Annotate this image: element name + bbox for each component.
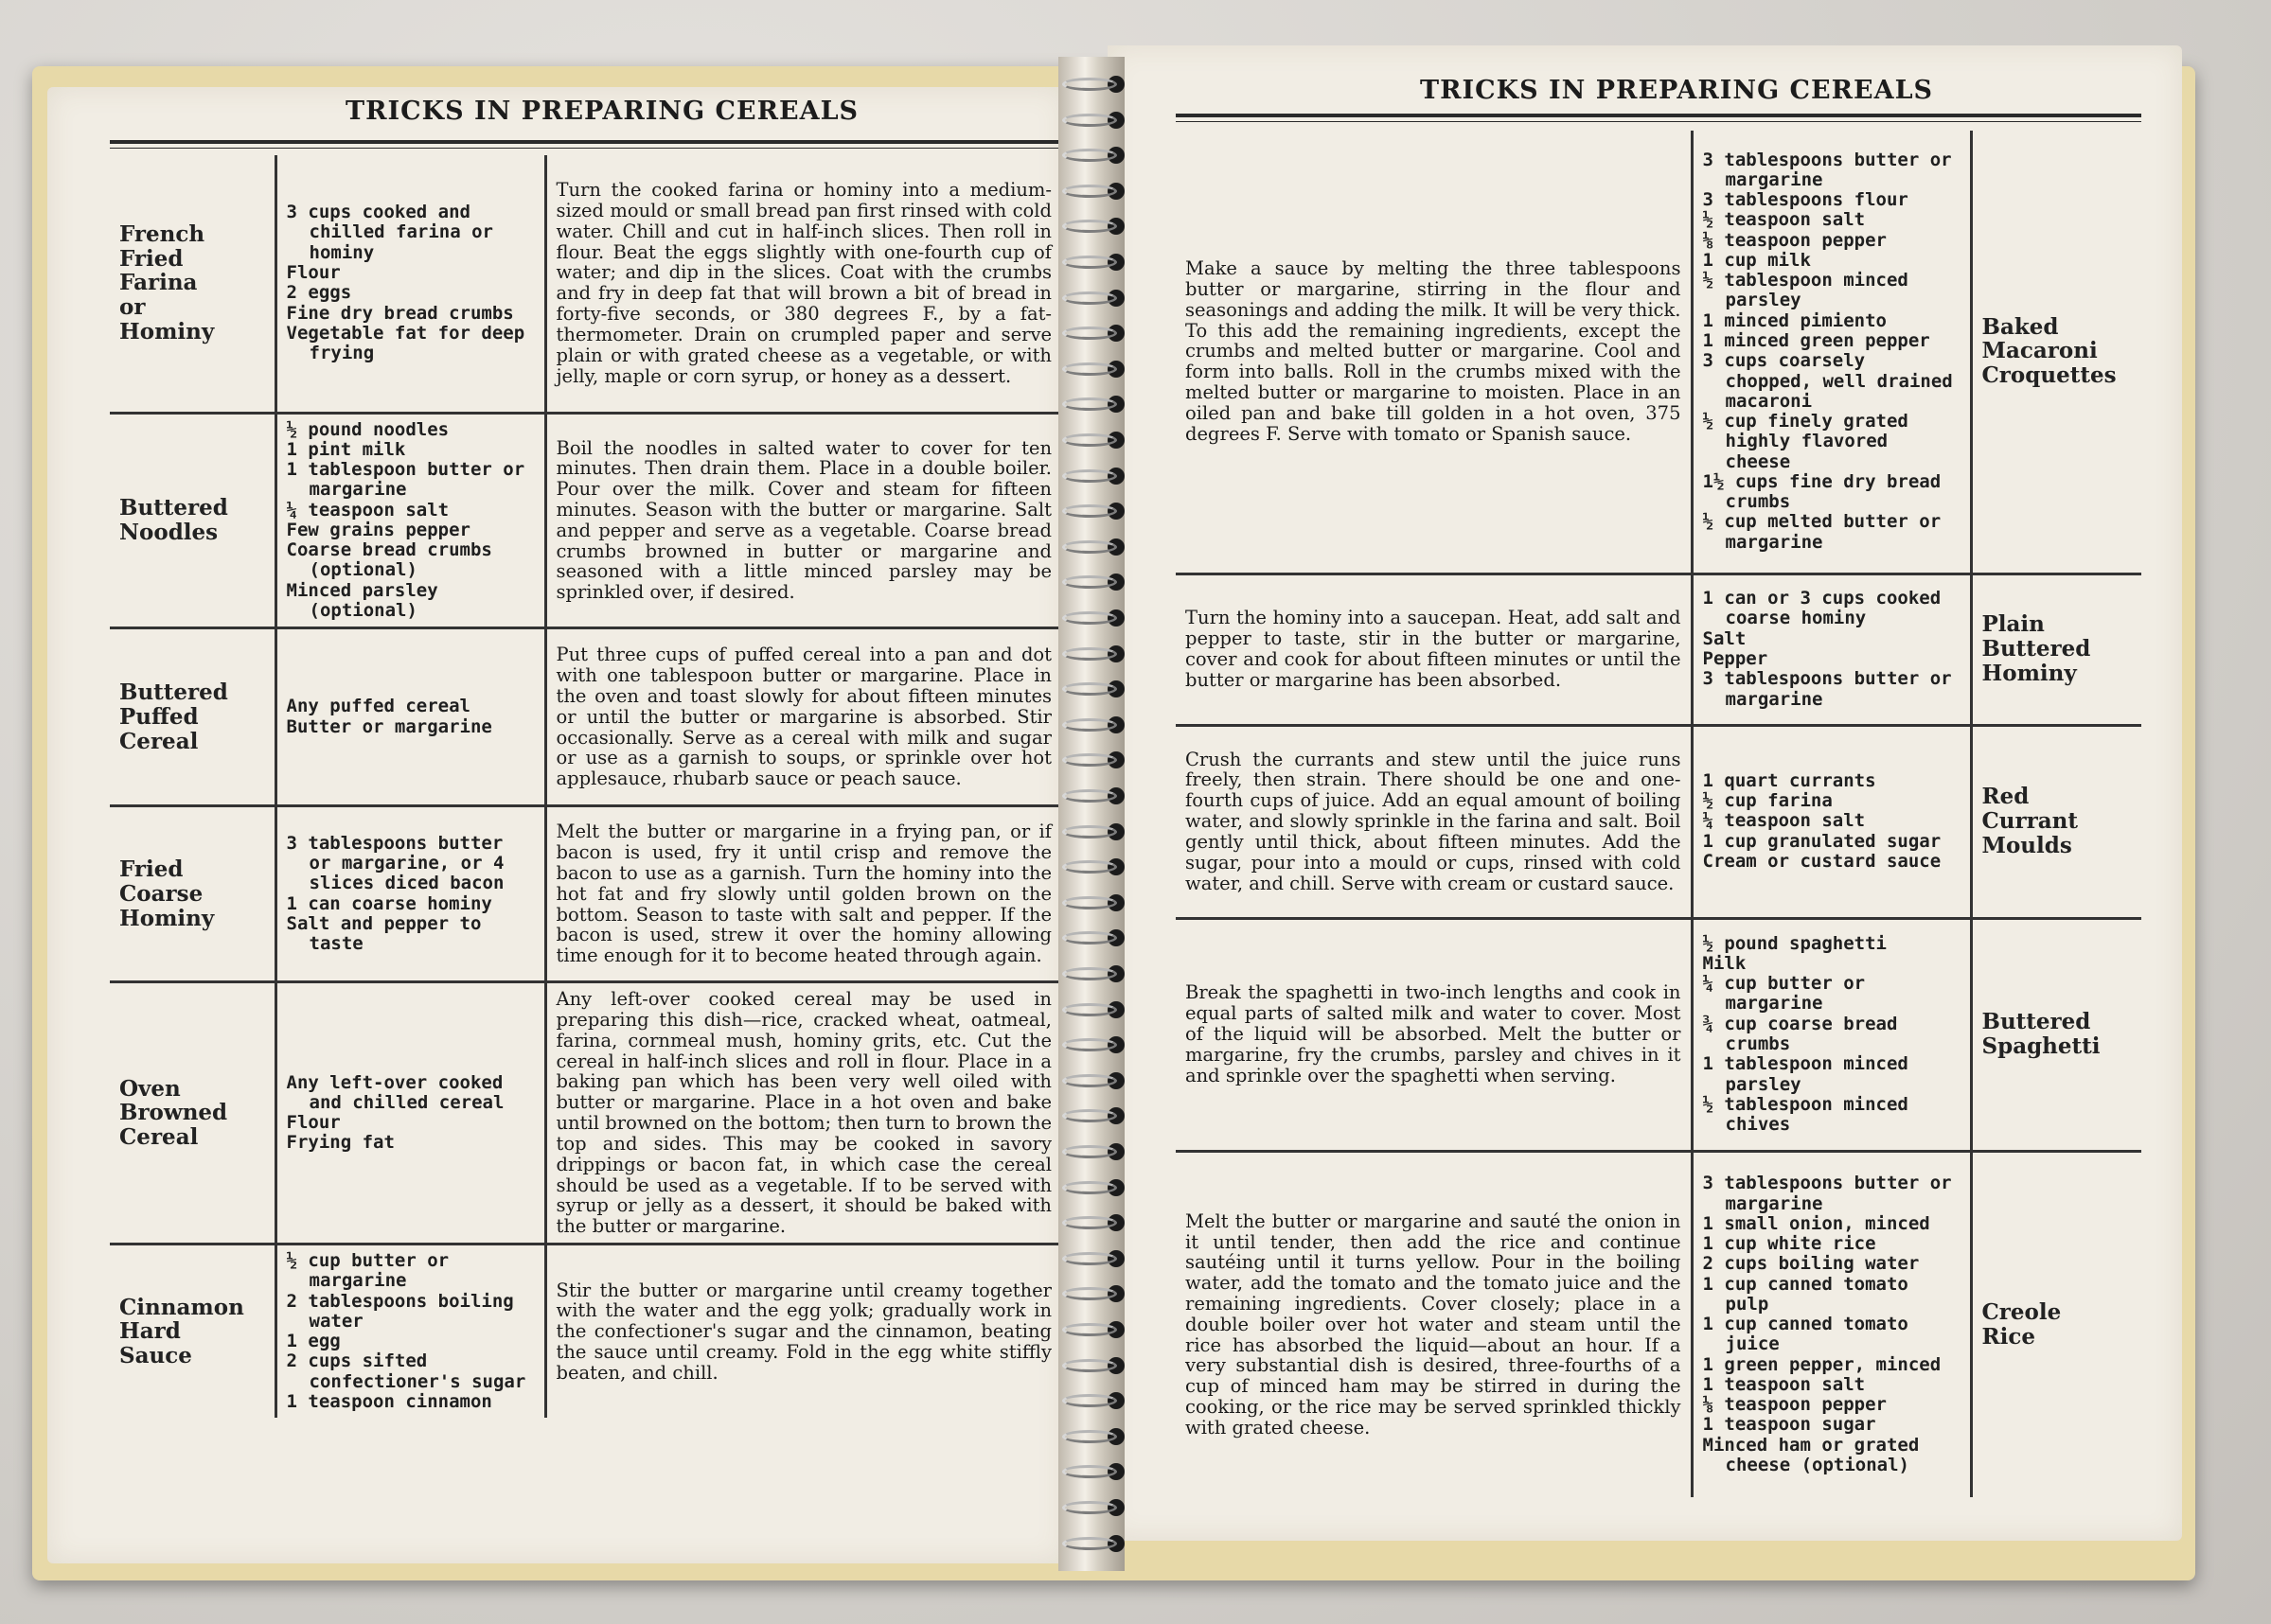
binding-coil — [1062, 216, 1125, 237]
coil-wire — [1062, 789, 1117, 803]
recipe-name-line: Buttered — [1981, 1009, 2091, 1035]
recipe-name-line: Moulds — [1981, 832, 2072, 858]
ingredient-item: ½ cup farina — [1702, 790, 1833, 812]
ingredient-item: 3 tablespoons butter or margarine — [1702, 149, 1952, 190]
recipe-row — [110, 628, 1061, 806]
recipe-name — [1971, 918, 2141, 1151]
binding-coil — [1062, 999, 1125, 1020]
recipe-name — [1971, 1151, 2141, 1497]
recipe-name — [110, 628, 275, 806]
ingredient-item: 1 pint milk — [286, 438, 406, 460]
binding-coil — [1062, 892, 1125, 913]
recipe-row — [1176, 131, 2141, 574]
recipe-name — [1971, 725, 2141, 918]
recipe-name — [110, 982, 275, 1244]
coil-wire — [1062, 1537, 1117, 1550]
ingredient-item: Frying fat — [286, 1132, 395, 1154]
binding-coil — [1062, 1283, 1125, 1304]
recipe-name-line: Hominy — [119, 318, 215, 344]
recipe-row — [110, 982, 1061, 1244]
recipe-name-line: Buttered — [1981, 636, 2091, 662]
binding-coil — [1062, 323, 1125, 344]
ingredient-item: Any left-over cooked and chilled cereal — [286, 1071, 505, 1113]
left-page-title: TRICKS IN PREPARING CEREALS — [346, 97, 860, 126]
recipe-ingredients — [1692, 131, 1971, 574]
binding-coil — [1062, 1248, 1125, 1269]
recipe-name-line: Plain — [1981, 611, 2045, 638]
ingredient-item: 1 tablespoon butter or margarine — [286, 459, 525, 501]
coil-wire — [1062, 185, 1117, 198]
ingredient-item: 1 teaspoon cinnamon — [286, 1390, 492, 1412]
recipe-name-line: Red — [1981, 784, 2030, 810]
ingredient-item: 1 cup granulated sugar — [1702, 830, 1942, 852]
recipe-row — [110, 155, 1061, 413]
binding-coil — [1062, 786, 1125, 806]
left-page — [47, 87, 1065, 1563]
binding-coil — [1062, 74, 1125, 95]
ingredient-item: Cream or custard sauce — [1702, 850, 1942, 872]
right-page-title: TRICKS IN PREPARING CEREALS — [1420, 76, 1934, 105]
binding-coil — [1062, 501, 1125, 521]
binding-coil — [1062, 1533, 1125, 1554]
ingredient-item: 1 minced green pepper — [1702, 329, 1930, 351]
ingredient-item: 1 cup canned tomato pulp — [1702, 1273, 1908, 1315]
binding-coil — [1062, 1461, 1125, 1482]
binding-coil — [1062, 572, 1125, 592]
ingredient-item: ½ cup finely grated highly flavored cheese — [1702, 411, 1908, 472]
coil-wire — [1062, 1501, 1117, 1514]
coil-wire — [1062, 114, 1117, 127]
recipe-ingredients — [275, 628, 545, 806]
recipe-name-line: Puffed — [119, 703, 199, 730]
binding-coil — [1062, 394, 1125, 415]
ingredient-item: 1 small onion, minced — [1702, 1212, 1930, 1234]
coil-wire — [1062, 1074, 1117, 1087]
ingredient-item: 1 quart currants — [1702, 769, 1876, 791]
ingredient-item: ¼ teaspoon salt — [286, 499, 450, 521]
recipe-row — [110, 1244, 1061, 1419]
recipe-name-line: French — [119, 221, 205, 247]
binding-coil — [1062, 537, 1125, 557]
title-rule — [110, 140, 1061, 144]
ingredient-item: ⅛ teaspoon pepper — [1702, 1394, 1887, 1416]
ingredient-item: Vegetable fat for deep frying — [286, 322, 525, 364]
ingredient-item: ½ pound noodles — [286, 418, 450, 440]
recipe-method: Stir the butter or margarine until creamy together with the water and the egg yolk; gradually work in the confectioner's sugar and the cinnamon, beating the sauce until creamy. Fold in the egg white stiffly beaten, and chill. — [556, 1279, 1052, 1384]
binding-coil — [1062, 1141, 1125, 1162]
title-rule-thin — [1176, 121, 2141, 122]
ingredient-item: Minced parsley (optional) — [286, 579, 438, 621]
binding-coil — [1062, 466, 1125, 486]
coil-wire — [1062, 291, 1117, 305]
recipe-ingredients — [275, 413, 545, 628]
ingredient-item: 1 teaspoon sugar — [1702, 1414, 1876, 1436]
recipe-name — [110, 413, 275, 628]
left-recipe-table — [110, 155, 1061, 1418]
ingredient-item: Fine dry bread crumbs — [286, 302, 514, 324]
ingredient-item: 3 tablespoons butter or margarine — [1702, 1173, 1952, 1214]
binding-coil — [1062, 1177, 1125, 1198]
ingredient-item: ¼ teaspoon salt — [1702, 810, 1866, 832]
recipe-name-line: Currant — [1981, 808, 2079, 835]
ingredient-item: 1 can coarse hominy — [286, 892, 492, 914]
ingredient-item: ⅛ teaspoon pepper — [1702, 229, 1887, 251]
recipe-name-line: Browned — [119, 1100, 228, 1126]
coil-wire — [1062, 825, 1117, 838]
recipe-name-line: Cereal — [119, 728, 199, 754]
recipe-method: Any left-over cooked cereal may be used in preparing this dish—rice, cracked wheat, oatmeal, farina, cornmeal mush, hominy grits, etc. Cut the cereal in half-inch slices and roll in flour. Place in a baking pan which has been very well oiled with butter or margarine. Place in a hot oven and bake until browned on the bottom; then turn to brown the top and sides. This may be cooked in savory drippings or bacon fat, in which case the cereal should be used as a vegetable. If to be served with syrup or jelly as a dessert, it should be baked with the butter or margarine. — [545, 982, 1061, 1244]
title-rule — [1176, 114, 2141, 117]
recipe-method: Boil the noodles in salted water to cover for ten minutes. Then drain them. Place in a double boiler. Pour over the milk. Cover and steam for fifteen minutes. Season with the butter or margarine. Salt and pepper and serve as a vegetable. Coarse bread crumbs browned in butter or margarine and seasoned with a little minced parsley may be sprinkled over, if desired. — [545, 413, 1061, 628]
recipe-name-line: Baked — [1981, 313, 2059, 340]
binding-coil — [1062, 679, 1125, 699]
binding-coil — [1062, 856, 1125, 877]
binding-coil — [1062, 1070, 1125, 1091]
ingredient-item: Butter or margarine — [286, 715, 492, 737]
ingredient-item: 1 green pepper, minced — [1702, 1353, 1942, 1375]
ingredient-item: 3 tablespoons butter or margarine — [1702, 668, 1952, 710]
ingredient-item: ½ cup melted butter or margarine — [1702, 511, 1942, 553]
ingredient-item: Salt and pepper to taste — [286, 912, 482, 955]
binding-coil — [1062, 359, 1125, 380]
recipe-name-line: Spaghetti — [1981, 1033, 2101, 1059]
binding-coil — [1062, 963, 1125, 984]
recipe-method: Turn the hominy into a saucepan. Heat, add salt and pepper to taste, stir in the butter or margarine, cover and cook for about fifteen minutes or until the butter or margarine has been absorbed. — [1176, 574, 1692, 725]
ingredient-item: 1 cup canned tomato juice — [1702, 1314, 1908, 1355]
recipe-name-line: Creole — [1981, 1299, 2062, 1325]
recipe-row — [110, 413, 1061, 628]
coil-wire — [1062, 1359, 1117, 1372]
binding-coil — [1062, 1355, 1125, 1376]
recipe-name — [110, 1244, 275, 1419]
ingredient-item: Few grains pepper — [286, 519, 470, 540]
recipe-row — [1176, 918, 2141, 1151]
coil-wire — [1062, 78, 1117, 91]
ingredient-item: ¼ cup butter or margarine — [1702, 973, 1866, 1015]
ingredient-item: 2 cups boiling water — [1702, 1253, 1920, 1275]
binding-coil — [1062, 181, 1125, 202]
recipe-name-line: Macaroni — [1981, 338, 2098, 364]
coil-wire — [1062, 469, 1117, 483]
ingredient-item: ½ teaspoon salt — [1702, 209, 1866, 231]
binding-coil — [1062, 608, 1125, 628]
coil-wire — [1062, 1430, 1117, 1443]
coil-wire — [1062, 1323, 1117, 1336]
binding-coil — [1062, 927, 1125, 948]
recipe-name-line: Fried — [119, 856, 184, 883]
right-recipe-table — [1176, 131, 2141, 1497]
ingredient-item: 2 tablespoons boiling water — [286, 1290, 514, 1332]
binding-coil — [1062, 252, 1125, 273]
binding-coil — [1062, 1034, 1125, 1055]
binding-coil — [1062, 1105, 1125, 1126]
recipe-name — [110, 155, 275, 413]
recipe-row — [1176, 574, 2141, 725]
binding-coil — [1062, 1212, 1125, 1233]
coil-wire — [1062, 540, 1117, 554]
recipe-name-line: Farina — [119, 270, 198, 296]
recipe-name-line: Croquettes — [1981, 362, 2117, 389]
ingredient-item: Salt — [1702, 627, 1747, 649]
recipe-ingredients — [1692, 918, 1971, 1151]
binding-coil — [1062, 145, 1125, 166]
coil-wire — [1062, 1181, 1117, 1194]
ingredient-item: Milk — [1702, 952, 1747, 974]
binding-coil — [1062, 430, 1125, 450]
recipe-name-line: Coarse — [119, 880, 204, 907]
recipe-name — [110, 806, 275, 982]
ingredient-item: 1 tablespoon minced parsley — [1702, 1053, 1908, 1095]
binding-coil — [1062, 1319, 1125, 1340]
book-spine — [1058, 57, 1125, 1571]
recipe-name-line: Cinnamon — [119, 1294, 244, 1320]
ingredient-item: ½ tablespoon minced parsley — [1702, 270, 1908, 311]
ingredient-item: ¾ cup coarse bread crumbs — [1702, 1013, 1898, 1054]
ingredient-item: 1 can or 3 cups cooked coarse hominy — [1702, 588, 1942, 629]
coil-wire — [1062, 611, 1117, 625]
recipe-name-line: Rice — [1981, 1323, 2035, 1350]
ingredient-item: 2 eggs — [286, 282, 352, 304]
binding-coil — [1062, 644, 1125, 664]
coil-wire — [1062, 718, 1117, 732]
recipe-method: Make a sauce by melting the three tablespoons butter or margarine, stirring in the flour and seasonings and adding the milk. It will be very thick. To this add the remaining ingredients, except the crumbs and melted butter or margarine. Cool and form into balls. Roll in the crumbs mixed with the melted butter or margarine to moisten. Place in an oiled pan and bake till golden in a hot oven, 375 degrees F. Serve with tomato or Spanish sauce. — [1176, 131, 1692, 574]
ingredient-item: 1 cup milk — [1702, 249, 1811, 271]
ingredient-item: ½ cup butter or margarine — [286, 1250, 450, 1292]
recipe-name-line: Fried — [119, 245, 184, 272]
ingredient-item: 1½ cups fine dry bread crumbs — [1702, 470, 1942, 513]
binding-coil — [1062, 821, 1125, 842]
recipe-ingredients — [275, 155, 545, 413]
title-rule-thin — [110, 148, 1061, 149]
coil-wire — [1062, 256, 1117, 269]
recipe-name-line: Oven — [119, 1075, 181, 1102]
ingredient-item: 2 cups sifted confectioner's sugar — [286, 1350, 526, 1392]
recipe-name-line: Buttered — [119, 680, 228, 706]
recipe-method: Put three cups of puffed cereal into a pan and dot with one tablespoon butter or margarine. Place in the oven and toast slowly for about fifteen minutes or until the butter or margarine is absorbed. Stir occasionally. Serve as a cereal with milk and sugar or use as a garnish to soups, or sprinkle over hot applesauce, rhubarb sauce or peach sauce. — [545, 628, 1061, 806]
ingredient-item: ½ tablespoon minced chives — [1702, 1093, 1908, 1136]
coil-wire — [1062, 967, 1117, 980]
ingredient-item: 1 egg — [286, 1331, 341, 1352]
ingredient-item: Minced ham or grated cheese (optional) — [1702, 1434, 1920, 1475]
ingredient-item: Pepper — [1702, 648, 1768, 669]
coil-wire — [1062, 1145, 1117, 1158]
recipe-ingredients — [1692, 574, 1971, 725]
recipe-ingredients — [275, 982, 545, 1244]
binding-coil — [1062, 1497, 1125, 1518]
coil-wire — [1062, 647, 1117, 661]
ingredient-item: ½ pound spaghetti — [1702, 932, 1887, 954]
ingredient-item: 3 tablespoons butter or margarine, or 4 slices diced bacon — [286, 832, 505, 894]
ingredient-item: Flour — [286, 1112, 341, 1134]
recipe-method: Melt the butter or margarine and sauté the onion in it until tender, then add the rice and continue sautéing until it turns yellow. Pour in the boiling water, add the tomato and the tomato juice and the remaining ingredients. Cover closely; place in a double boiler over hot water and steam until the rice has absorbed the liquid—about an hour. If a very substantial dish is desired, three-fourths of a cup of minced ham may be stirred in during the cooking, or the rice may be served sprinkled thickly with grated cheese. — [1176, 1151, 1692, 1497]
ingredient-item: Any puffed cereal — [286, 696, 470, 717]
ingredient-item: 3 tablespoons flour — [1702, 189, 1908, 211]
ingredient-item: 1 teaspoon salt — [1702, 1373, 1866, 1395]
recipe-row — [1176, 725, 2141, 918]
recipe-method: Crush the currants and stew until the juice runs freely, then strain. There should be one and one-fourth cups of juice. Add an equal amount of boiling water, and slowly sprinkle in the farina and salt. Boil gently until thick, about fifteen minutes. Add the sugar, pour into a mould or cups, rinsed with cold water, and chill. Serve with cream or custard sauce. — [1176, 725, 1692, 918]
recipe-ingredients — [275, 806, 545, 982]
coil-wire — [1062, 1252, 1117, 1265]
recipe-method: Break the spaghetti in two-inch lengths and cook in equal parts of salted milk and water to cover. Most of the liquid will be absorbed. Melt the butter or margarine, fry the crumbs, parsley and chives in it and sprinkle over the spaghetti when serving. — [1176, 918, 1692, 1151]
coil-wire — [1062, 1003, 1117, 1016]
right-page — [1108, 45, 2182, 1541]
recipe-ingredients — [1692, 1151, 1971, 1497]
recipe-name-line: Hominy — [119, 905, 215, 931]
recipe-name-line: Sauce — [119, 1343, 192, 1369]
ingredient-item: Flour — [286, 261, 341, 283]
recipe-name-line: or — [119, 294, 146, 321]
binding-coil — [1062, 1426, 1125, 1447]
recipe-name-line: Buttered — [119, 495, 228, 521]
recipe-ingredients — [275, 1244, 545, 1419]
recipe-name — [1971, 574, 2141, 725]
binding-coil — [1062, 110, 1125, 131]
recipe-ingredients — [1692, 725, 1971, 918]
recipe-name-line: Hominy — [1981, 660, 2077, 686]
recipe-method: Turn the cooked farina or hominy into a medium-sized mould or small bread pan first rinsed with cold water. Chill and cut in half-inch slices. Then roll in flour. Beat the eggs slightly with one-fourth cup of water; and dip in the slices. Coat with the crumbs and fry in deep fat that will brown a bit of bread in forty-five seconds, or 380 degrees F., by a fat-thermometer. Drain on crumpled paper and serve plain or with grated cheese as a vegetable, or with jelly, maple or corn syrup, or honey as a dessert. — [545, 155, 1061, 413]
binding-coil — [1062, 288, 1125, 309]
binding-coil — [1062, 1390, 1125, 1411]
coil-wire — [1062, 433, 1117, 447]
coil-wire — [1062, 362, 1117, 376]
recipe-row — [110, 806, 1061, 982]
recipe-row — [1176, 1151, 2141, 1497]
ingredient-item: 1 cup white rice — [1702, 1233, 1876, 1255]
recipe-name-line: Noodles — [119, 519, 219, 545]
ingredient-item: 3 cups coarsely chopped, well drained macaroni — [1702, 350, 1953, 412]
recipe-name-line: Cereal — [119, 1124, 199, 1150]
recipe-name-line: Hard — [119, 1318, 181, 1345]
ingredient-item: 1 minced pimiento — [1702, 309, 1887, 331]
ingredient-item: Coarse bread crumbs (optional) — [286, 539, 492, 581]
binding-coil — [1062, 715, 1125, 735]
recipe-method: Melt the butter or margarine in a frying pan, or if bacon is used, fry it until crisp and remove the bacon to use as a garnish. Turn the hominy into the hot fat and fry slowly until golden brown on the bottom. Season to taste with salt and pepper. If the bacon is used, strew it over the hominy allowing time enough for it to become heated through again. — [545, 806, 1061, 982]
recipe-name — [1971, 131, 2141, 574]
coil-wire — [1062, 896, 1117, 909]
binding-coil — [1062, 750, 1125, 770]
ingredient-item: 3 cups cooked and chilled farina or hominy — [286, 202, 493, 263]
